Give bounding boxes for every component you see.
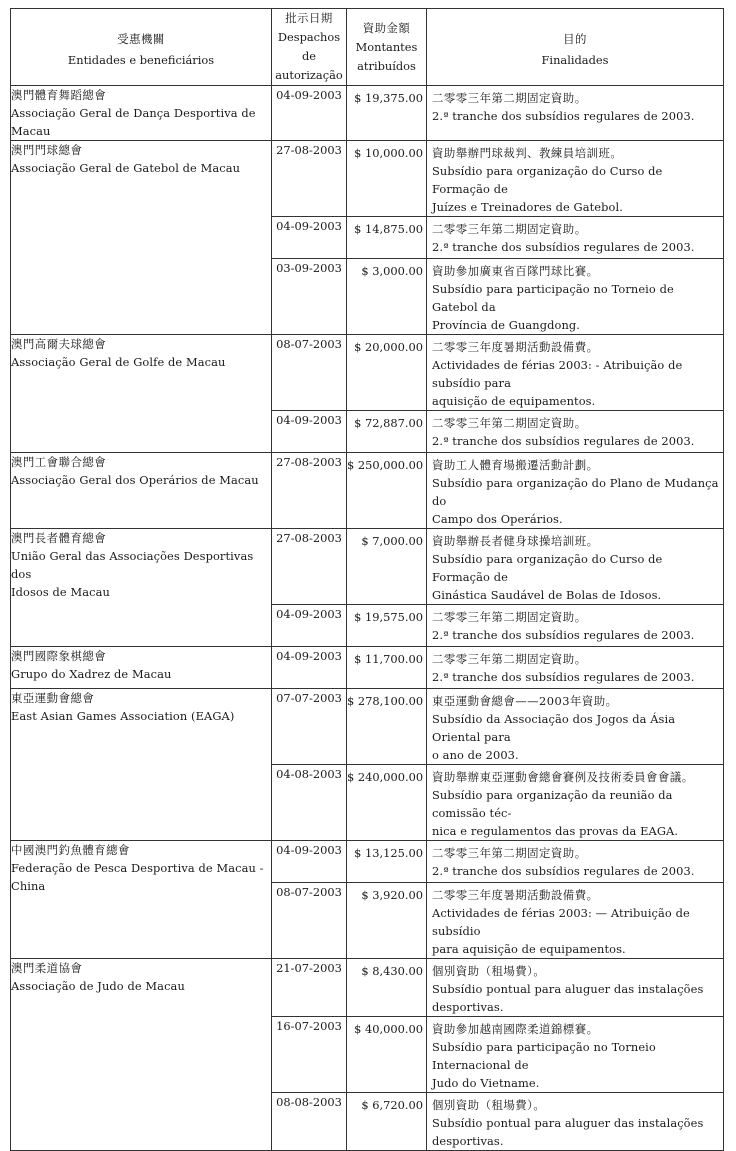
purpose-cell	[427, 689, 724, 765]
date-cell: 27-08-2003	[272, 453, 347, 529]
purpose-pt: o ano de 2003.	[432, 748, 519, 762]
purpose-pt: 2.ª tranche dos subsídios regulares de 2003.	[432, 434, 695, 448]
date-cell: 03-09-2003	[272, 259, 347, 335]
purpose-zh: 二零零三年第二期固定資助。	[432, 91, 587, 105]
amount-cell: $ 6,720.00	[347, 1093, 427, 1151]
entity-cell	[11, 141, 272, 335]
purpose-pt: para aquisição de equipamentos.	[432, 942, 626, 956]
purpose-pt: Subsídio pontual para aluguer das instalações desportivas.	[432, 1116, 704, 1148]
entity-cell	[11, 335, 272, 453]
entity-name-pt: East Asian Games Association (EAGA)	[11, 709, 235, 723]
entity-name-zh: 澳門高爾夫球總會	[11, 337, 107, 351]
date-cell: 07-07-2003	[272, 689, 347, 765]
amount-cell: $ 8,430.00	[347, 959, 427, 1017]
purpose-zh: 二零零三年度暑期活動設備費。	[432, 888, 599, 902]
date-cell: 04-08-2003	[272, 765, 347, 841]
purpose-pt: Subsídio para participação no Torneio de Gatebol da	[432, 282, 674, 314]
entity-name-pt: Associação Geral de Gatebol de Macau	[11, 161, 241, 175]
purpose-cell	[427, 959, 724, 1017]
purpose-pt: Ginástica Saudável de Bolas de Idosos.	[432, 588, 662, 602]
purpose-cell	[427, 453, 724, 529]
purpose-pt: Subsídio para organização do Plano de Mudança do	[432, 476, 719, 508]
entity-name-zh: 澳門門球總會	[11, 143, 83, 157]
amount-cell: $ 19,575.00	[347, 605, 427, 647]
table-row	[11, 841, 724, 883]
purpose-pt: Judo do Vietname.	[432, 1076, 540, 1090]
entity-name-zh: 澳門體育舞蹈總會	[11, 88, 107, 102]
purpose-cell	[427, 1017, 724, 1093]
purpose-zh: 二零零三年第二期固定資助。	[432, 222, 587, 236]
date-cell: 08-07-2003	[272, 883, 347, 959]
purpose-zh: 資助舉辦長者健身球操培訓班。	[432, 534, 599, 548]
purpose-zh: 二零零三年第二期固定資助。	[432, 416, 587, 430]
header-purpose: 目的 Finalidades	[427, 9, 724, 86]
entity-name-pt: Grupo do Xadrez de Macau	[11, 667, 172, 681]
date-cell: 04-09-2003	[272, 605, 347, 647]
date-cell: 27-08-2003	[272, 529, 347, 605]
purpose-pt: Campo dos Operários.	[432, 512, 563, 526]
table-row	[11, 647, 724, 689]
entity-name-pt: Associação Geral dos Operários de Macau	[11, 473, 259, 487]
amount-cell: $ 14,875.00	[347, 217, 427, 259]
amount-cell: $ 11,700.00	[347, 647, 427, 689]
amount-cell: $ 240,000.00	[347, 765, 427, 841]
amount-cell: $ 13,125.00	[347, 841, 427, 883]
entity-name-zh: 東亞運動會總會	[11, 691, 95, 705]
date-cell: 08-08-2003	[272, 1093, 347, 1151]
entity-name-pt: Associação de Judo de Macau	[11, 979, 185, 993]
amount-cell: $ 3,920.00	[347, 883, 427, 959]
purpose-cell	[427, 647, 724, 689]
purpose-cell	[427, 883, 724, 959]
table-row	[11, 959, 724, 1017]
entity-cell	[11, 86, 272, 141]
header-date: 批示日期 Despachos de autorização	[272, 9, 347, 86]
purpose-zh: 二零零三年度暑期活動設備費。	[432, 340, 599, 354]
amount-cell: $ 278,100.00	[347, 689, 427, 765]
header-entities: 受惠機關 Entidades e beneficiários	[11, 9, 272, 86]
entity-name-pt: Federação de Pesca Desportiva de Macau - China	[11, 861, 264, 893]
amount-cell: $ 250,000.00	[347, 453, 427, 529]
subsidies-table	[10, 8, 724, 1151]
date-cell: 04-09-2003	[272, 217, 347, 259]
purpose-pt: Província de Guangdong.	[432, 318, 581, 332]
amount-cell: $ 40,000.00	[347, 1017, 427, 1093]
purpose-pt: Actividades de férias 2003: — Atribuição de subsídio	[432, 906, 690, 938]
table-row	[11, 86, 724, 141]
date-cell: 04-09-2003	[272, 86, 347, 141]
entity-name-zh: 澳門柔道協會	[11, 961, 83, 975]
amount-cell: $ 72,887.00	[347, 411, 427, 453]
purpose-pt: Juízes e Treinadores de Gatebol.	[432, 200, 623, 214]
purpose-cell	[427, 141, 724, 217]
purpose-pt: 2.ª tranche dos subsídios regulares de 2003.	[432, 670, 695, 684]
purpose-zh: 資助參加廣東省百隊門球比賽。	[432, 264, 599, 278]
purpose-zh: 資助參加越南國際柔道錦標賽。	[432, 1022, 599, 1036]
date-cell: 04-09-2003	[272, 647, 347, 689]
purpose-cell	[427, 529, 724, 605]
purpose-pt: 2.ª tranche dos subsídios regulares de 2003.	[432, 628, 695, 642]
purpose-zh: 東亞運動會總會——2003年資助。	[432, 694, 618, 708]
entity-cell	[11, 959, 272, 1151]
date-cell: 04-09-2003	[272, 841, 347, 883]
purpose-pt: aquisição de equipamentos.	[432, 394, 596, 408]
table-body	[11, 86, 724, 1151]
entity-name-zh: 澳門長者體育總會	[11, 531, 107, 545]
date-cell: 08-07-2003	[272, 335, 347, 411]
purpose-zh: 二零零三年第二期固定資助。	[432, 652, 587, 666]
purpose-cell	[427, 259, 724, 335]
purpose-pt: Subsídio para organização da reunião da comissão téc-	[432, 788, 673, 820]
purpose-pt: Subsídio para organização do Curso de Formação de	[432, 552, 663, 584]
date-cell: 21-07-2003	[272, 959, 347, 1017]
purpose-pt: Actividades de férias 2003: - Atribuição de subsídio para	[432, 358, 683, 390]
purpose-zh: 個別資助（租場費）。	[432, 964, 546, 978]
table-row	[11, 453, 724, 529]
table-row	[11, 689, 724, 765]
purpose-zh: 資助舉辦東亞運動會總會賽例及技術委員會會議。	[432, 770, 694, 784]
purpose-pt: nica e regulamentos das provas da EAGA.	[432, 824, 679, 838]
amount-cell: $ 7,000.00	[347, 529, 427, 605]
date-cell: 16-07-2003	[272, 1017, 347, 1093]
purpose-cell	[427, 411, 724, 453]
header-row	[11, 9, 724, 86]
purpose-pt: Subsídio para organização do Curso de Formação de	[432, 164, 663, 196]
purpose-zh: 資助工人體育場搬遷活動計劃。	[432, 458, 599, 472]
entity-cell	[11, 647, 272, 689]
purpose-pt: 2.ª tranche dos subsídios regulares de 2003.	[432, 109, 695, 123]
amount-cell: $ 20,000.00	[347, 335, 427, 411]
entity-cell	[11, 841, 272, 959]
entity-name-pt: Associação Geral de Golfe de Macau	[11, 355, 226, 369]
purpose-cell	[427, 86, 724, 141]
purpose-zh: 二零零三年第二期固定資助。	[432, 846, 587, 860]
purpose-pt: 2.ª tranche dos subsídios regulares de 2003.	[432, 864, 695, 878]
entity-name-zh: 澳門工會聯合總會	[11, 455, 107, 469]
purpose-cell	[427, 841, 724, 883]
purpose-cell	[427, 765, 724, 841]
header-amount: 資助金額 Montantes atribuídos	[347, 9, 427, 86]
amount-cell: $ 10,000.00	[347, 141, 427, 217]
purpose-cell	[427, 1093, 724, 1151]
entity-name-zh: 中國澳門釣魚體育總會	[11, 843, 130, 857]
purpose-pt: Subsídio para participação no Torneio Internacional de	[432, 1040, 656, 1072]
purpose-pt: 2.ª tranche dos subsídios regulares de 2003.	[432, 240, 695, 254]
purpose-zh: 個別資助（租場費）。	[432, 1098, 546, 1112]
table-row	[11, 141, 724, 217]
entity-cell	[11, 529, 272, 647]
date-cell: 04-09-2003	[272, 411, 347, 453]
entity-name-pt: União Geral das Associações Desportivas dos	[11, 549, 254, 581]
purpose-zh: 資助舉辦門球裁判、教練員培訓班。	[432, 146, 623, 160]
amount-cell: $ 19,375.00	[347, 86, 427, 141]
entity-name-pt: Idosos de Macau	[11, 585, 110, 599]
entity-cell	[11, 689, 272, 841]
date-cell: 27-08-2003	[272, 141, 347, 217]
purpose-zh: 二零零三年第二期固定資助。	[432, 610, 587, 624]
purpose-cell	[427, 605, 724, 647]
table-row	[11, 529, 724, 605]
table-row	[11, 335, 724, 411]
entity-name-zh: 澳門國際象棋總會	[11, 649, 107, 663]
purpose-pt: Subsídio da Associação dos Jogos da Ásia Oriental para	[432, 712, 676, 744]
amount-cell: $ 3,000.00	[347, 259, 427, 335]
purpose-cell	[427, 335, 724, 411]
purpose-pt: Subsídio pontual para aluguer das instalações desportivas.	[432, 982, 704, 1014]
entity-cell	[11, 453, 272, 529]
purpose-cell	[427, 217, 724, 259]
entity-name-pt: Associação Geral de Dança Desportiva de Macau	[11, 106, 256, 138]
